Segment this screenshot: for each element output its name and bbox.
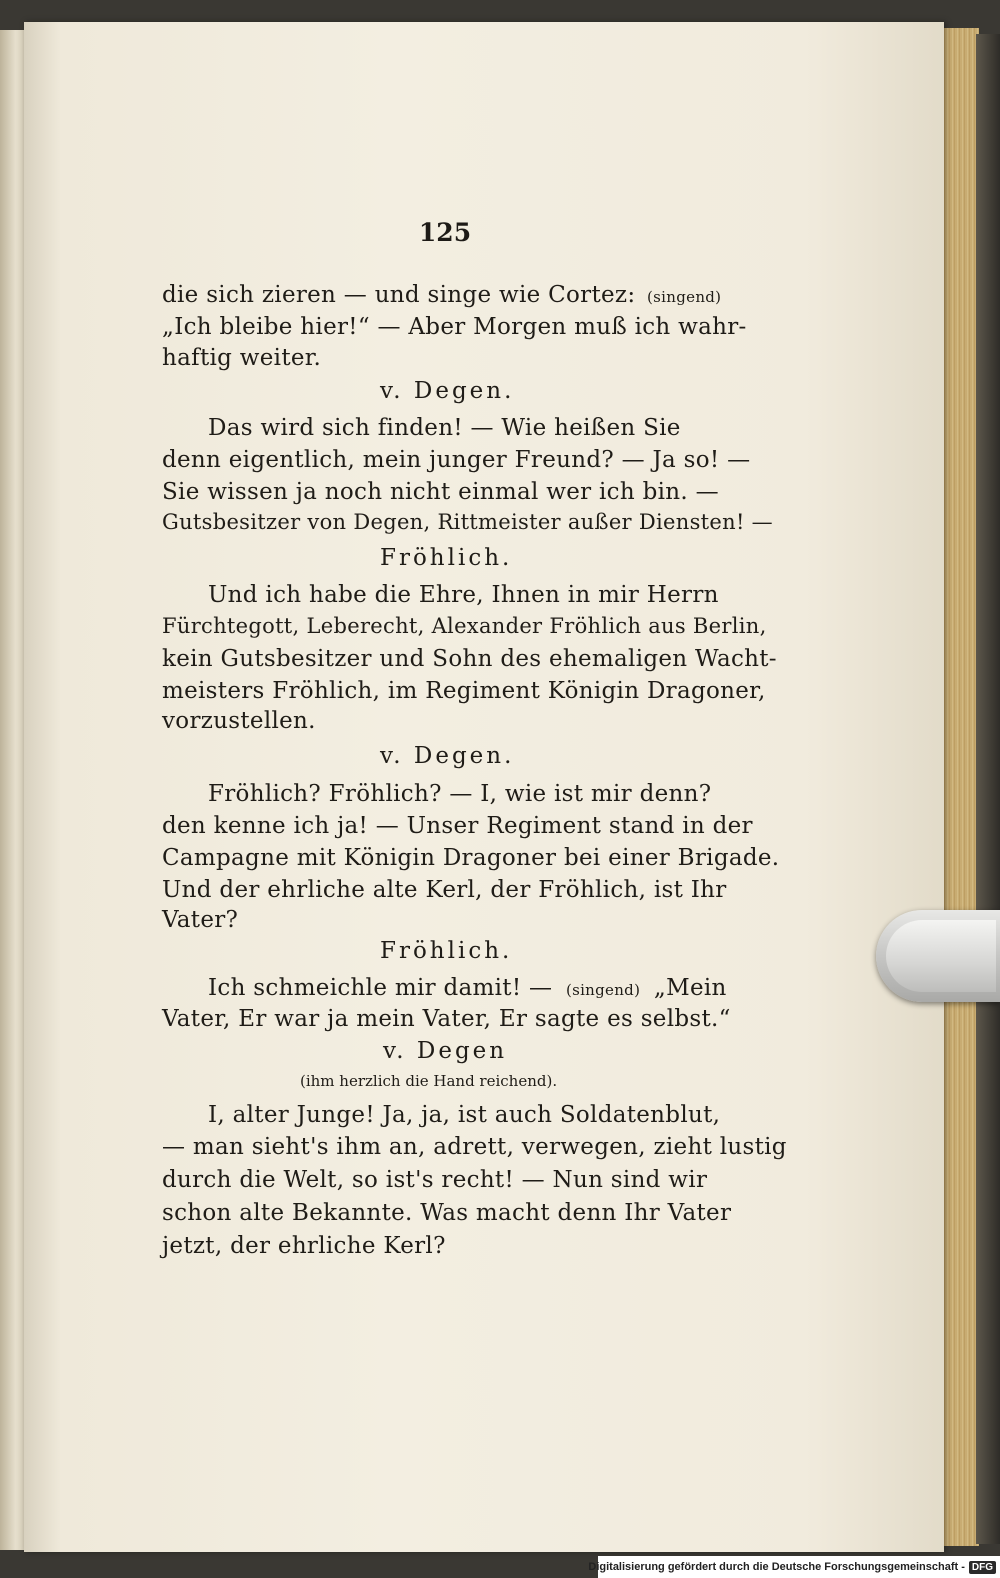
book-cover-edge	[976, 34, 1000, 1544]
text-line: denn eigentlich, mein junger Freund? — Ja so! —	[162, 447, 751, 473]
text-line: meisters Fröhlich, im Regiment Königin Dragoner,	[162, 678, 766, 704]
speaker-name: v. Degen.	[380, 743, 515, 769]
page-number: 125	[418, 218, 472, 247]
dfg-logo: DFG	[969, 1561, 996, 1574]
text-line: den kenne ich ja! — Unser Regiment stand in der	[162, 813, 753, 839]
speaker-name: Fröhlich.	[380, 938, 513, 964]
text-line	[208, 975, 727, 1001]
page-clip	[876, 910, 1000, 1002]
page-clip-highlight	[886, 920, 996, 992]
text-line: I, alter Junge! Ja, ja, ist auch Soldatenblut,	[208, 1102, 721, 1128]
text-line: „Ich bleibe hier!“ — Aber Morgen muß ich wahr-	[162, 314, 747, 340]
text-line: Das wird sich finden! — Wie heißen Sie	[208, 415, 681, 441]
digitization-credit: Digitalisierung gefördert durch die Deutsche Forschungsgemeinschaft -	[588, 1561, 965, 1573]
page-stack-edge	[940, 28, 979, 1546]
text-line: vorzustellen.	[162, 708, 316, 734]
text-line: Und ich habe die Ehre, Ihnen in mir Herrn	[208, 582, 719, 608]
text-line: Sie wissen ja noch nicht einmal wer ich bin. —	[162, 479, 719, 505]
text-line: jetzt, der ehrliche Kerl?	[162, 1233, 446, 1259]
digitization-credit-bar	[588, 1556, 1000, 1578]
speaker-name: Fröhlich.	[380, 545, 513, 571]
text-line: Vater, Er war ja mein Vater, Er sagte es selbst.“	[162, 1006, 731, 1032]
text-line: Fröhlich? Fröhlich? — I, wie ist mir denn?	[208, 781, 712, 807]
text-line: kein Gutsbesitzer und Sohn des ehemaligen Wacht-	[162, 646, 777, 672]
stage-direction: (singend)	[565, 981, 641, 999]
speaker-name: v. Degen.	[380, 378, 515, 404]
text-line: durch die Welt, so ist's recht! — Nun sind wir	[162, 1167, 708, 1193]
text-line: — man sieht's ihm an, adrett, verwegen, zieht lustig	[162, 1134, 787, 1160]
text-line: Gutsbesitzer von Degen, Rittmeister außer Diensten! —	[162, 510, 773, 534]
text-line: schon alte Bekannte. Was macht denn Ihr Vater	[162, 1200, 732, 1226]
left-page-edge	[0, 30, 27, 1550]
stage-direction: (singend)	[647, 288, 722, 306]
stage-direction: (ihm herzlich die Hand reichend).	[300, 1072, 558, 1090]
line-text: die sich zieren — und singe wie Cortez:	[162, 282, 636, 308]
text-line: Fürchtegott, Leberecht, Alexander Fröhlich aus Berlin,	[162, 614, 767, 638]
text-line: Vater?	[162, 907, 239, 933]
text-line: Campagne mit Königin Dragoner bei einer Brigade.	[162, 845, 780, 871]
line-text: Ich schmeichle mir damit! —	[208, 975, 553, 1001]
text-line: Und der ehrliche alte Kerl, der Fröhlich, ist Ihr	[162, 877, 727, 903]
text-line	[162, 282, 721, 308]
text-line: haftig weiter.	[162, 345, 322, 371]
line-text-continued: „Mein	[653, 975, 727, 1001]
speaker-name: v. Degen	[383, 1038, 508, 1064]
